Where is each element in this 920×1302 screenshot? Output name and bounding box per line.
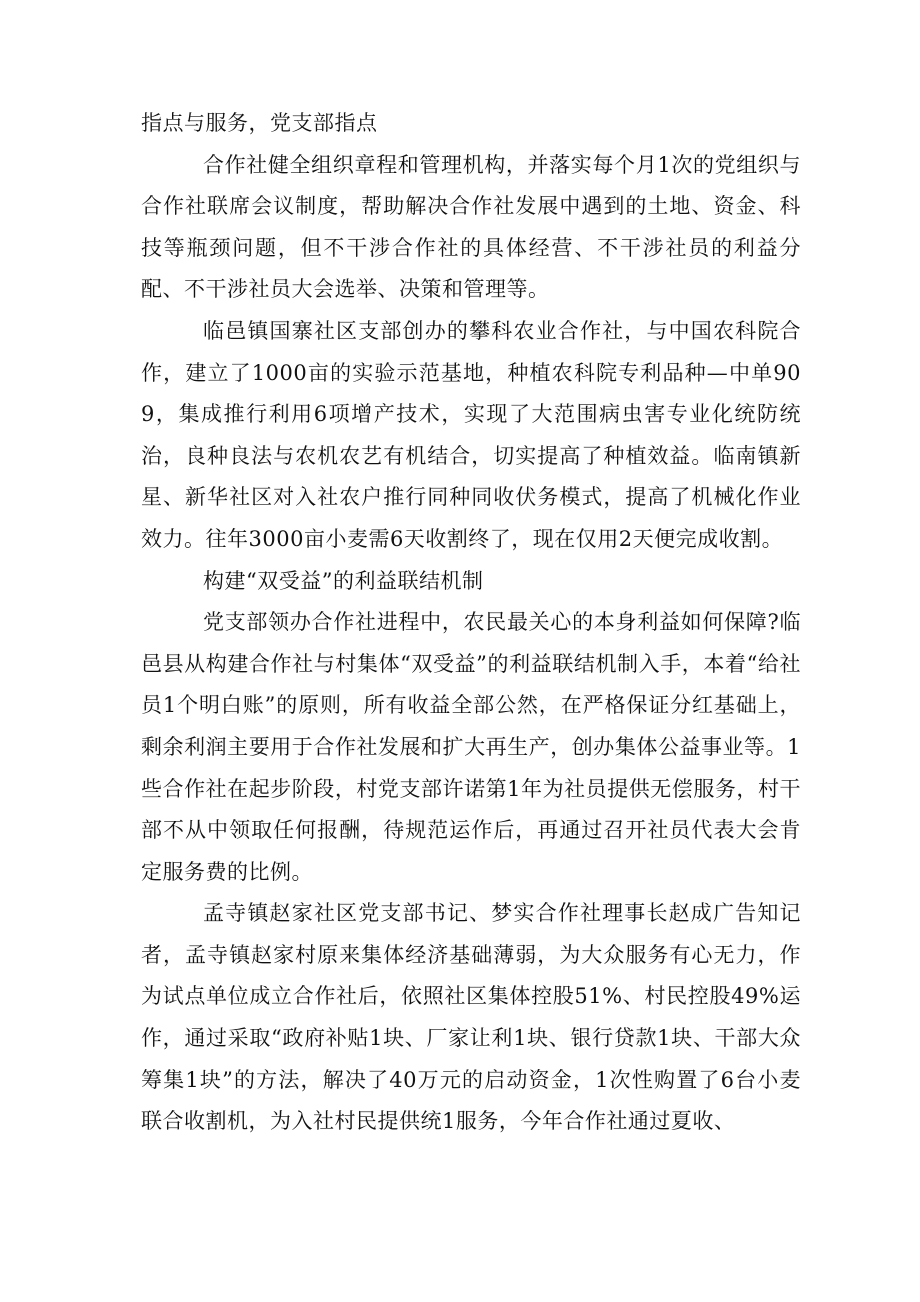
paragraph-2: 合作社健全组织章程和管理机构，并落实每个月1次的党组织与合作社联席会议制度，帮助解决合作社发展中遇到的土地、资金、科技等瓶颈问题，但不干涉合作社的具体经营、不干涉社员的利益分配、不干涉社员大会选举、决策和管理等。 <box>141 152 801 302</box>
document-body <box>141 103 801 1143</box>
paragraph-1: 指点与服务，党支部指点 <box>141 111 378 135</box>
paragraph-4: 党支部领办合作社进程中，农民最关心的本身利益如何保障?临邑县从构建合作社与村集体“双受益”的利益联结机制入手，本着“给社员1个明白账”的原则，所有收益全部公然，在严格保证分红基础上，剩余利润主要用于合作社发展和扩大再生产，创办集体公益事业等。1些合作社在起步阶段，村党支部许诺第1年为社员提供无偿服务，村干部不从中领取任何报酬，待规范运作后，再通过召开社员代表大会肯定服务费的比例。 <box>141 610 801 884</box>
paragraph-5: 孟寺镇赵家社区党支部书记、梦实合作社理事长赵成广告知记者，孟寺镇赵家村原来集体经济基础薄弱，为大众服务有心无力，作为试点单位成立合作社后，依照社区集体控股51%、村民控股49%运作，通过采取“政府补贴1块、厂家让利1块、银行贷款1块、干部大众筹集1块”的方法，解决了40万元的启动资金，1次性购置了6台小麦联合收割机，为入社村民提供统1服务，今年合作社通过夏收、 <box>141 901 801 1134</box>
section-heading: 构建“双受益”的利益联结机制 <box>203 568 484 593</box>
paragraph-3: 临邑镇国寨社区支部创办的攀科农业合作社，与中国农科院合作，建立了1000亩的实验示范基地，种植农科院专利品种—中单909，集成推行利用6项增产技术，实现了大范围病虫害专业化统防统治，良种良法与农机农艺有机结合，切实提高了种植效益。临南镇新星、新华社区对入社农户推行同种同收伏务模式，提高了机械化作业效力。往年3000亩小麦需6天收割终了，现在仅用2天便完成收割。 <box>141 318 801 551</box>
